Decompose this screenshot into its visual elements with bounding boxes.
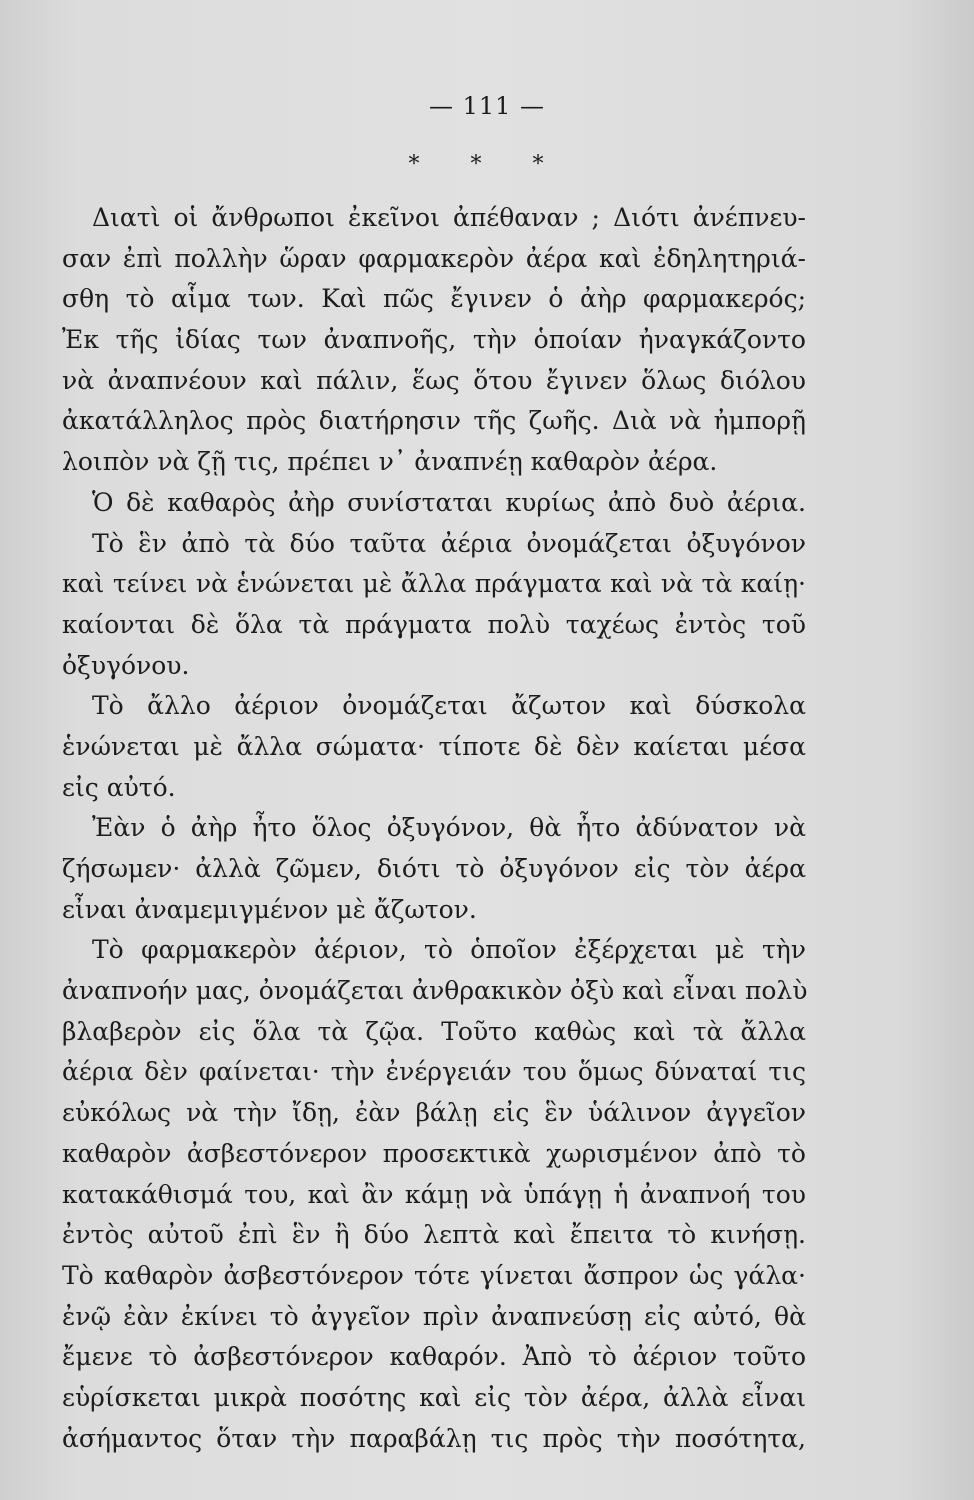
text-line: Ἐὰν ὁ ἀὴρ ἦτο ὅλος ὀξυγόνον, θὰ ἦτο ἀδύνατον νὰ [92,813,806,843]
text-line: Τὸ ἓν ἀπὸ τὰ δύο ταῦτα ἀέρια ὀνομάζεται ὀξυγόνον [92,528,806,558]
section-separator: * * * [408,152,566,177]
text-line: Τὸ ἄλλο ἀέριον ὀνομάζεται ἄζωτον καὶ δύσκολα [92,691,806,721]
text-line: λοιπὸν νὰ ζῇ τις, πρέπει ν᾽ ἀναπνέῃ καθαρὸν ἀέρα. [62,447,718,477]
text-line: ἑνώνεται μὲ ἄλλα σώματα· τίποτε δὲ δὲν καίεται μέσα [62,731,806,761]
text-line: ἔμενε τὸ ἀσβεστόνερον καθαρόν. Ἀπὸ τὸ ἀέριον τοῦτο [62,1342,806,1372]
text-line: ἐντὸς αὐτοῦ ἐπὶ ἓν ἢ δύο λεπτὰ καὶ ἔπειτα τὸ κινήσῃ. [62,1220,806,1250]
page-number: — 111 — [428,92,546,120]
text-line: εἰς αὐτό. [62,772,176,802]
text-line: ἀέρια δὲν φαίνεται· τὴν ἐνέργειάν του ὅμως δύναταί τις [62,1057,806,1087]
text-line: εὐκόλως νὰ τὴν ἴδῃ, ἐὰν βάλῃ εἰς ἓν ὑάλινον ἀγγεῖον [62,1098,806,1128]
text-line: ἐνῷ ἐὰν ἐκίνει τὸ ἀγγεῖον πρὶν ἀναπνεύσῃ εἰς αὐτό, θὰ [62,1301,806,1331]
text-line: κατακάθισμά του, καὶ ἂν κάμῃ νὰ ὑπάγῃ ἡ ἀναπνοή του [62,1179,806,1209]
body-text [62,198,806,1459]
text-line: ὀξυγόνου. [62,650,190,680]
text-line: εὑρίσκεται μικρὰ ποσότης καὶ εἰς τὸν ἀέρα, ἀλλὰ εἶναι [62,1382,806,1412]
text-line: ἀκατάλληλος πρὸς διατήρησιν τῆς ζωῆς. Διὰ νὰ ἠμπορῇ [62,406,806,436]
text-line: Τὸ καθαρὸν ἀσβεστόνερον τότε γίνεται ἄσπρον ὡς γάλα· [62,1260,806,1290]
text-line: ἀναπνοήν μας, ὀνομάζεται ἀνθρακικὸν ὀξὺ καὶ εἶναι πολὺ [62,976,808,1006]
text-line: Διατὶ οἱ ἄνθρωποι ἐκεῖνοι ἀπέθαναν ; Διότι ἀνέπνευ- [92,203,806,232]
text-line: σαν ἐπὶ πολλὴν ὥραν φαρμακερὸν ἀέρα καὶ ἐδηλητηριά- [62,243,806,273]
text-line: σθη τὸ αἷμα των. Καὶ πῶς ἔγινεν ὁ ἀὴρ φαρμακερός; [62,284,806,314]
text-line: καίονται δὲ ὅλα τὰ πράγματα πολὺ ταχέως ἐντὸς τοῦ [62,609,806,639]
text-line: ζήσωμεν· ἀλλὰ ζῶμεν, διότι τὸ ὀξυγόνον εἰς τὸν ἀέρα [62,854,806,883]
text-line: καὶ τείνει νὰ ἑνώνεται μὲ ἄλλα πράγματα καὶ νὰ τὰ καίῃ· [62,569,806,599]
text-line: βλαβερὸν εἰς ὅλα τὰ ζῷα. Τοῦτο καθὼς καὶ τὰ ἄλλα [62,1016,806,1046]
text-line: εἶναι ἀναμεμιγμένον μὲ ἄζωτον. [62,894,477,924]
text-line: Ὁ δὲ καθαρὸς ἀὴρ συνίσταται κυρίως ἀπὸ δυὸ ἀέρια. [92,487,806,517]
text-line: ἀσήμαντος ὅταν τὴν παραβάλῃ τις πρὸς τὴν ποσότητα, [62,1423,806,1453]
text-line: Ἐκ τῆς ἰδίας των ἀναπνοῆς, τὴν ὁποίαν ἠναγκάζοντο [62,325,806,355]
text-line: Τὸ φαρμακερὸν ἀέριον, τὸ ὁποῖον ἐξέρχεται μὲ τὴν [92,935,806,965]
text-line: νὰ ἀναπνέουν καὶ πάλιν, ἕως ὅτου ἔγινεν ὅλως διόλου [62,365,806,395]
text-line: καθαρὸν ἀσβεστόνερον προσεκτικὰ χωρισμένον ἀπὸ τὸ [62,1138,806,1168]
